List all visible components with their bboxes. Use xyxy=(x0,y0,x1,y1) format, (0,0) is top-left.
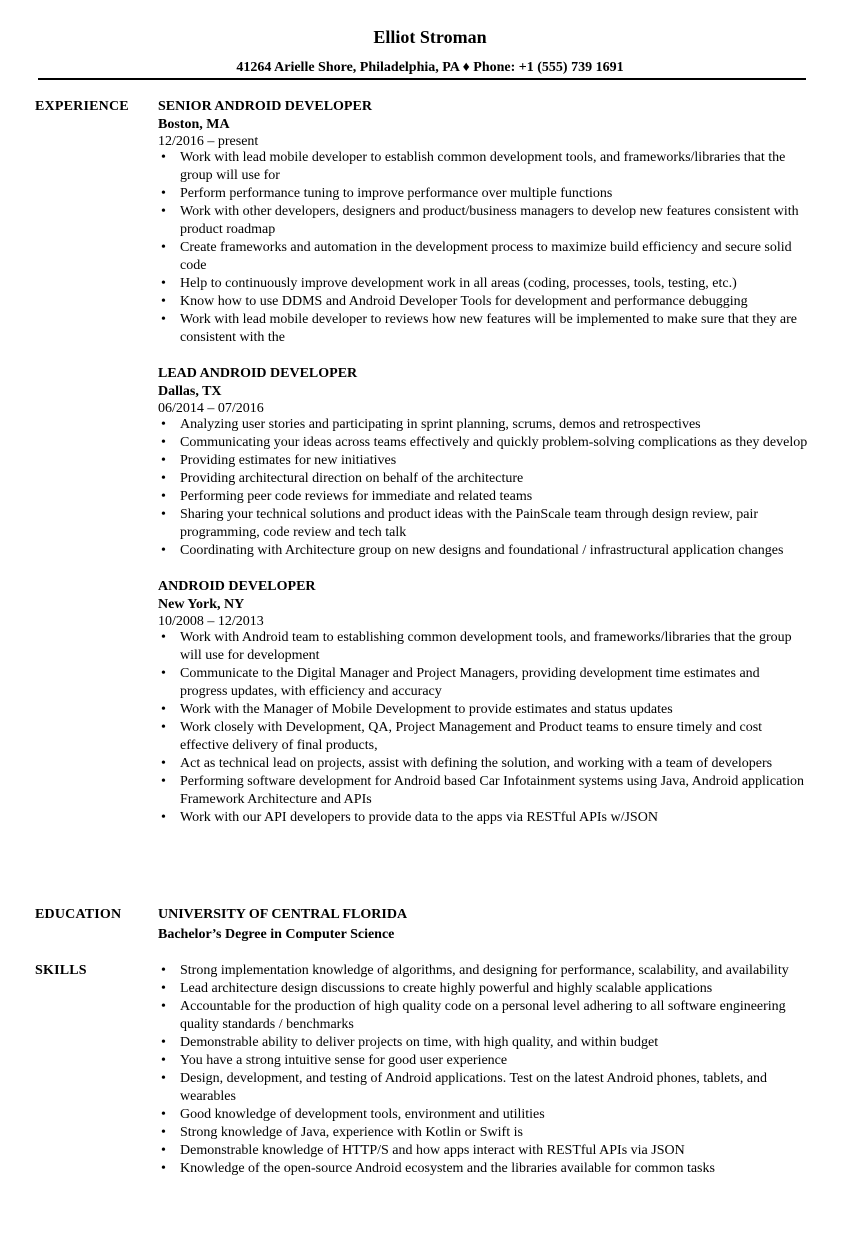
job-entry xyxy=(158,365,818,560)
list-item: • Act as technical lead on projects, assist with defining the solution, and working with a team of developers xyxy=(158,755,808,773)
skills-body xyxy=(158,962,818,1178)
degree: Bachelor’s Degree in Computer Science xyxy=(158,927,395,942)
list-item: • Accountable for the production of high quality code on a personal level adhering to all software engineering quality standards / benchmarks xyxy=(158,998,808,1034)
job-duties xyxy=(158,149,808,347)
list-item: • Knowledge of the open-source Android ecosystem and the libraries available for common tasks xyxy=(158,1160,808,1178)
list-item: • Performing peer code reviews for immediate and related teams xyxy=(158,488,808,506)
education-heading: EDUCATION xyxy=(35,907,122,922)
list-item: • Demonstrable knowledge of HTTP/S and how apps interact with RESTful APIs via JSON xyxy=(158,1142,808,1160)
experience-heading: EXPERIENCE xyxy=(35,99,129,114)
header-divider xyxy=(38,78,806,80)
contact-line: 41264 Arielle Shore, Philadelphia, PA ♦ Phone: +1 (555) 739 1691 xyxy=(236,60,624,75)
list-item: • Work with lead mobile developer to establish common development tools, and frameworks/libraries that the group will use for xyxy=(158,149,808,185)
school-name: UNIVERSITY OF CENTRAL FLORIDA xyxy=(158,907,408,922)
job-location: New York, NY xyxy=(158,597,245,612)
list-item: • Strong implementation knowledge of algorithms, and designing for performance, scalability, and availability xyxy=(158,962,808,980)
job-title: ANDROID DEVELOPER xyxy=(158,579,316,594)
job-dates: 12/2016 – present xyxy=(158,134,259,149)
list-item: • Communicate to the Digital Manager and Project Managers, providing development time estimates and progress updates, with efficiency and accuracy xyxy=(158,665,808,701)
skills-list xyxy=(158,962,808,1178)
job-duties xyxy=(158,416,808,560)
job-location: Dallas, TX xyxy=(158,384,222,399)
list-item: • Help to continuously improve development work in all areas (coding, processes, tools, testing, etc.) xyxy=(158,275,808,293)
list-item: • Work with other developers, designers and product/business managers to develop new features consistent with product roadmap xyxy=(158,203,808,239)
list-item: • You have a strong intuitive sense for good user experience xyxy=(158,1052,808,1070)
list-item: • Know how to use DDMS and Android Developer Tools for development and performance debugging xyxy=(158,293,808,311)
list-item: • Design, development, and testing of Android applications. Test on the latest Android phones, tablets, and wearables xyxy=(158,1070,808,1106)
skills-heading: SKILLS xyxy=(35,963,87,978)
education-body xyxy=(158,906,818,946)
job-dates: 06/2014 – 07/2016 xyxy=(158,401,264,416)
job-location: Boston, MA xyxy=(158,117,230,132)
experience-body xyxy=(158,98,818,845)
list-item: • Work with lead mobile developer to reviews how new features will be implemented to make sure that they are consistent with the xyxy=(158,311,808,347)
job-entry xyxy=(158,98,818,347)
list-item: • Sharing your technical solutions and product ideas with the PainScale team through design review, pair programming, code review and tech talk xyxy=(158,506,808,542)
job-title: SENIOR ANDROID DEVELOPER xyxy=(158,99,372,114)
list-item: • Demonstrable ability to deliver projects on time, with high quality, and within budget xyxy=(158,1034,808,1052)
list-item: • Create frameworks and automation in the development process to maximize build efficiency and secure solid code xyxy=(158,239,808,275)
list-item: • Perform performance tuning to improve performance over multiple functions xyxy=(158,185,808,203)
job-duties xyxy=(158,629,808,827)
list-item: • Communicating your ideas across teams effectively and quickly problem-solving complications as they develop xyxy=(158,434,808,452)
candidate-name: Elliot Stroman xyxy=(373,27,487,47)
job-title: LEAD ANDROID DEVELOPER xyxy=(158,366,358,381)
list-item: • Coordinating with Architecture group on new designs and foundational / infrastructural application changes xyxy=(158,542,808,560)
list-item: • Work with Android team to establishing common development tools, and frameworks/libraries that the group will use for development xyxy=(158,629,808,665)
list-item: • Work closely with Development, QA, Project Management and Product teams to ensure timely and cost effective delivery of final products, xyxy=(158,719,808,755)
list-item: • Providing estimates for new initiatives xyxy=(158,452,808,470)
list-item: • Lead architecture design discussions to create highly powerful and highly scalable applications xyxy=(158,980,808,998)
list-item: • Good knowledge of development tools, environment and utilities xyxy=(158,1106,808,1124)
list-item: • Analyzing user stories and participating in sprint planning, scrums, demos and retrospectives xyxy=(158,416,808,434)
list-item: • Providing architectural direction on behalf of the architecture xyxy=(158,470,808,488)
list-item: • Work with the Manager of Mobile Development to provide estimates and status updates xyxy=(158,701,808,719)
list-item: • Work with our API developers to provide data to the apps via RESTful APIs w/JSON xyxy=(158,809,808,827)
list-item: • Strong knowledge of Java, experience with Kotlin or Swift is xyxy=(158,1124,808,1142)
list-item: • Performing software development for Android based Car Infotainment systems using Java, Android application Framework Architecture and APIs xyxy=(158,773,808,809)
job-dates: 10/2008 – 12/2013 xyxy=(158,614,264,629)
job-entry xyxy=(158,578,818,827)
